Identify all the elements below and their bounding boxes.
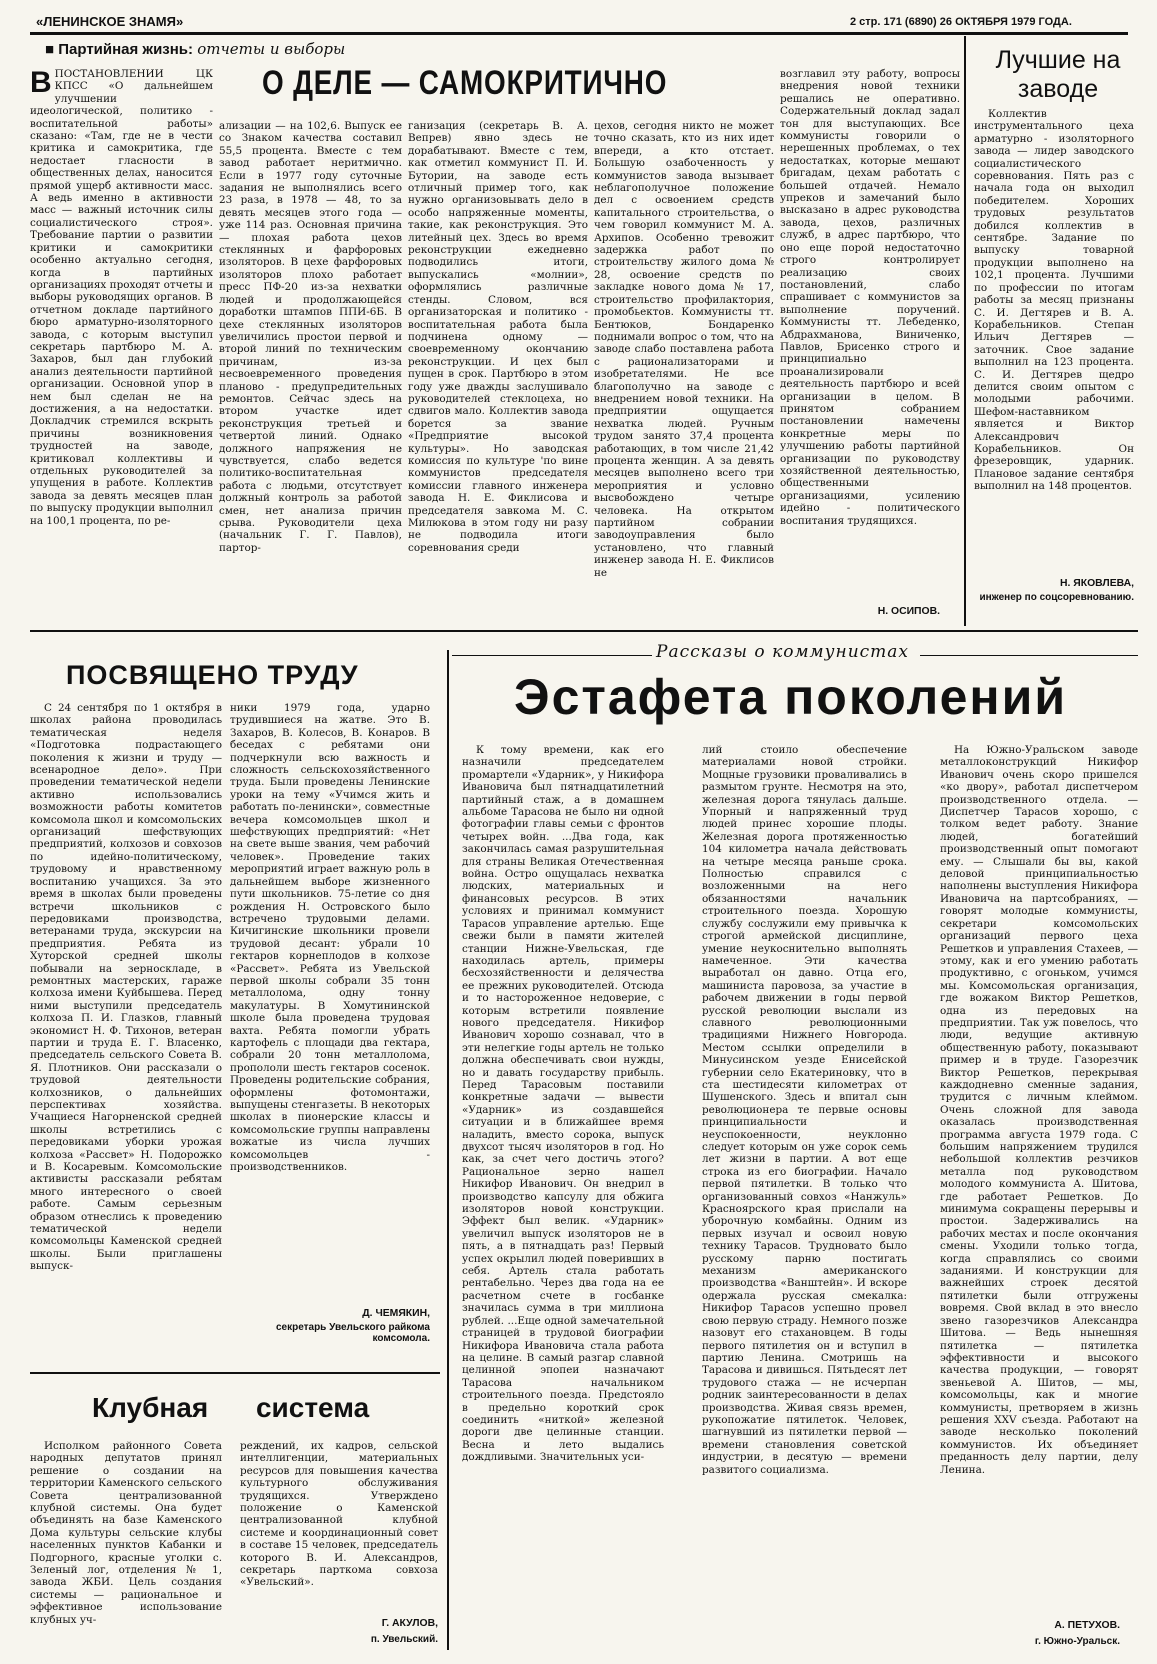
article3-column-2: [230, 702, 430, 1302]
article5-column-1: [462, 744, 664, 1652]
article3-column-1: [30, 702, 222, 1364]
article2-headline: Лучшие на заводе: [995, 46, 1121, 103]
kicker-bullet-icon: ■: [45, 41, 55, 58]
masthead-rule: [30, 32, 1128, 35]
article2-column: [974, 108, 1134, 568]
article3-text-2: ники 1979 года, ударно трудившиеся на жатве. Это В. Захаров, В. Колесов, В. Конаров. В беседах с ребятами они подчеркнули всю важность и сложность сельскохозяйственного труда. Были проведены Ленинские уроки на тему «Учимся жить и работать по-ленински», совместные вечера комсомольцев школ и шефствующих предприятий: «Нет на свете выше звания, чем рабочий человек». Проведение таких мероприятий играет важную роль в дальнейшем выборе жизненного пути школьников. 75-летие со дня рождения Н. Островского было встречено трудовыми делами. Кичигинские школьники провели трудовой десант: убрали 10 гектаров корнеплодов в колхозе «Рассвет». Ребята из Увельской первой школы собрали 35 тонн металлолома, одну тонну макулатуры. В Хомутининской школе была проведена трудовая вахта. Ребята помогли убрать картофель с площади два гектара, собрали 20 тонн металлолома, пропололи шесть гектаров сосенок. Проведены родительские собрания, оформлены фотомонтажи, выпущены стенгазеты. В некоторых школах в пионерские классы и комсомольские группы направлены вожатые из числа лучших комсомольцев - производственников.: [230, 702, 430, 1174]
article3-text-1: С 24 сентября по 1 октября в школах района проводилась тематическая неделя «Подготовка подрастающего поколения к жизни и труду — всенародное дело». При проведении тематической недели активно использовались возможности работы комитетов комсомола школ и комсомольских организаций шефствующих предприятий, колхозов и совхозов по идейно-политическому, трудовому и нравственному воспитанию учащихся. За это время в школах были проведены встречи школьников с передовиками производства, ветеранами труда, экскурсии на предприятия. Ребята из Хуторской средней школы побывали на зерноскладе, в ремонтных мастерских, гараже колхоза имени Куйбышева. Перед ними выступили председатель колхоза П. И. Глазков, главный экономист Н. Ф. Тихонов, ветеран партии и труда Е. Г. Власенко, председатель сельского Совета В. Я. Плотников. Они рассказали о трудовой деятельности колхозников, о дальнейших перспективах хозяйства. Учащиеся Нагорненской средней школы встретились с передовиками уборки урожая колхоза «Рассвет» Н. Подорожко и В. Косаревым. Комсомольские активисты рассказали ребятам много интересного о своей работе. Самым серьезным образом отнеслись к проведению тематической недели комсомольцы Каменской средней школы. Были приглашены выпуск-: [30, 702, 222, 1273]
article1-column-2: [219, 120, 402, 620]
article2-author: Н. ЯКОВЛЕВА,: [1059, 578, 1134, 589]
masthead-issue-line: 2 стр. 171 (6890) 26 ОКТЯБРЯ 1979 ГОДА.: [850, 16, 1072, 28]
article4-column-1: [30, 1440, 222, 1652]
article4-author-role: п. Увельский.: [370, 1634, 438, 1645]
article1-column-1: [30, 68, 213, 620]
article4-text-1: Исполком районного Совета народных депутатов принял решение о создании на территории Каменского сельского Совета централизованной клубной системы. Она будет объединять на базе Каменского Дома культуры сельские клубы населенных пунктов Кабанки и Подгорного, красные уголки с. Зеленый лог, отделения № 1, завода ЖБИ. Цель создания системы — рациональное и эффективное использование клубных уч-: [30, 1440, 222, 1626]
article5-column-3: [940, 744, 1138, 1612]
divider-mid-page: [30, 630, 1138, 632]
article1-headline: О ДЕЛЕ — САМОКРИТИЧНО: [262, 64, 668, 102]
article5-column-2: [702, 744, 907, 1652]
article4-headline: Клубная система: [92, 1392, 370, 1423]
article1-column-4: [594, 120, 774, 620]
article4-text-2: реждений, их кадров, сельской интеллигенции, материальных ресурсов для повышения качества культурного обслуживания трудящихся. Утверждено положение о Каменской централизованной клубной системе и координационный совет в составе 15 человек, председатель которого В. И. Александров, секретарь парткома совхоза «Увельский».: [240, 1440, 438, 1589]
article1-column-3: [408, 120, 588, 620]
divider-club-system: [30, 1372, 440, 1374]
article2-author-role: инженер по соцсоревнованию.: [979, 592, 1134, 603]
kicker-subsection: отчеты и выборы: [197, 40, 346, 58]
article1-text-4: цехов, сегодня никто не может точно сказать, кто из них идет впереди, а кто отстает. Большую озабоченность у коммунистов завода вызывает неблагополучное положение дел с освоением средств капитального строительства, о чем говорил коммунист М. А. Архипов. Особенно тревожит задержка работ по строительству жилого дома № 28, освоение средств по закладке нового дома № 17, строительство профилактория, промобьектов. Коммунисты тт. Бентюков, Бондаренко поднимали вопрос о том, что на заводе слабо поставлена работа с рационализаторами и изобретателями. Не все благополучно на заводе с внедрением новой техники. На предприятии ощущается нехватка людей. Ручным трудом занято 37,4 процента работающих, в том числе 21,42 процента женщин. А за девять месяцев выполнено всего три мероприятия и условно высвобождено четыре человека. На открытом партийном собрании заводоуправления было установлено, что главный инженер завода Н. Е. Фиклисов не: [594, 120, 774, 579]
article2-text: Коллектив инструментального цеха арматурно - изоляторного завода — лидер заводского социалистического соревнования. Пять раз с начала года он выходил победителем. Хороших трудовых результатов добился коллектив в сентябре. Задание по выпуску товарной продукции выполнено на 102,1 процента. Лучшими по профессии по итогам работы за месяц признаны С. И. Дегтярев и В. А. Корабельников. Степан Ильич Дегтярев — заточник. Свое задание выполнил на 123 процента. С. И. Дегтярев щедро делится своим опытом с молодыми рабочими. Шефом-наставником является и Виктор Александрович Корабельников. Он фрезеровщик, ударник. Плановое задание сентября выполнил на 148 процентов.: [974, 108, 1134, 493]
masthead-paper-name: «ЛЕНИНСКОЕ ЗНАМЯ»: [36, 14, 184, 29]
article5-text-2: лий стоило обеспечение материалами новой стройки. Мощные грузовики проваливались в размытом грунте. Несмотря на это, железная дорога тянулась дальше. Упорный и напряженный труд людей принес хорошие плоды. Железная дорога протяженностью 104 километра начала действовать на четыре месяца раньше срока. Полностью справился с возложенными на него обязанностями начальник строительного поезда. Хорошую службу сослужили ему привычка к строгой армейской дисциплине, умение неукоснительно выполнять намеченное. Эти качества выработал он давно. Отца его, машиниста паровоза, за участие в рабочем движении в годы первой русской революции выслали из славного революционными традициями Нижнего Новгорода. Местом ссылки определили в Минусинском уезде Енисейской губернии село Екатериновку, что в ста шестидесяти километрах от Шушенского. Здесь и впитал сын революционера те первые основы принципиальности и неуспокоенности, неуклонно следует которым он уже сорок семь лет жизни в партии. А вот еще строка из его биографии. Начало первой пятилетки. В только что организованный совхоз «Нанжуль» Красноярского края прислали на уборочную комбайны. Одним из первых изучал и освоил новую технику Тарасов. Трудновато было русскому парню постигать механизм американского производства «Ванштейн». И вскоре одержала русская смекалка: Никифор Тарасов успешно провел свою первую страду. Немного позже назовут его стахановцем. В годы первого пятилетия он и вступил в партию Ленина. Смотришь на Тарасова и дивишься. Пятьдесят лет трудового стажа — не исчерпан родник заинтересованности в делах производства. Живая связь времен, рукопожатие пятилеток. Человек, шагнувший из пятилетки первой — времени становления советской индустрии, в десятую — времени развитого социализма.: [702, 744, 907, 1476]
article5-text-3: На Южно-Уральском заводе металлоконструкций Никифор Иванович очень скоро пришелся «ко двору», работал диспетчером производственного отдела. — Диспетчер Тарасов хорошо, с толком ведет работу. Знание людей, богатейший производственный опыт помогают ему. — Слышали бы вы, какой деловой принципиальностью наполнены выступления Никифора Ивановича на партсобраниях, — говорят молодые коммунисты, секретари комсомольских организаций первого цеха Решетков и управления Стахеев, — этому, как и его умению работать продуктивно, с огоньком, учимся мы. Комсомольская организация, где вожаком Виктор Решетков, одна из передовых на предприятии. Так уж повелось, что люди, ведущие активную общественную работу, показывают пример и в труде. Газорезчик Виктор Решетков, перекрывая каждодневно сменные задания, трудится с личным клеймом. Очень сложной для завода оказалась производственная программа августа 1979 года. С большим напряжением трудился небольшой коллектив резчиков металла под руководством молодого коммуниста А. Шитова, где работает Решетков. До минимума сокращены перерывы и простои. Задерживались на рабочих местах и после окончания смены. Уходили только тогда, когда справлялись со своими заданиями. И конструкции для важнейших строек десятой пятилетки были отгружены вовремя. Свой вклад в это внесло звено газорезчиков Александра Шитова. — Ведь нынешняя пятилетка — пятилетка эффективности и высокого качества продукции, — говорят звеньевой А. Шитов, — мы, комсомольцы, как и многие коммунисты, претворяем в жизнь решения XXV съезда. Работают на заводе несколько поколений коммунистов. Их объединяет преданность делу партии, делу Ленина.: [940, 744, 1138, 1476]
article5-headline: Эстафета поколений: [514, 669, 1068, 725]
article1-text-5: возглавил эту работу, вопросы внедрения новой техники решались не оперативно. Содержательный доклад задал тон для выступающих. Все коммунисты говорили о нерешенных проблемах, о тех недостатках, которые мешают бригадам, цехам работать с большей отдачей. Немало упреков и замечаний было высказано в адрес руководства завода, цехов, различных служб, в адрес партбюро, что оно еще порой недостаточно строго контролирует реализацию своих постановлений, слабо спрашивает с коммунистов за выполнение поручений. Коммунисты тт. Лебеденко, Абдрахманова, Виниченко, Павлов, Брисенко строго и принципиально проанализировали деятельность партбюро и всей организации в целом. В принятом собранием постановлении намечены конкретные меры по улучшению работы партийной организации по руководству хозяйственной деятельностью, общественными организациями, усилению идейно - политического воспитания трудящихся.: [780, 68, 960, 527]
article3-headline: ПОСВЯЩЕНО ТРУДУ: [66, 660, 359, 690]
kicker-section: Партийная жизнь:: [58, 41, 194, 58]
article1-dropcap: В: [30, 68, 52, 99]
article5-author: А. ПЕТУХОВ.: [1054, 1620, 1120, 1631]
article1-text-2: ализации — на 102,6. Выпуск ее со Знаком качества составил 55,5 процента. Вместе с тем завод работает неритмично. Если в 1977 году суточные задания не выполнялись всего 23 раза, в 1978 — 48, то за девять месяцев этого года — уже 114 раз. Основная причина — плохая работа цехов стеклянных и фарфоровых изоляторов. В цехе фарфоровых изоляторов плохо работает пресс ПФ-20 из-за нехватки людей и продолжающейся доработки штампов ППИ-6Б. В цехе стеклянных изоляторов увеличились простои первой и второй линий по техническим причинам, из-за несвоевременного проведения планово - предупредительных ремонтов. Сейчас здесь на втором участке идет реконструкция третьей и четвертой линий. Однако должного напряжения не чувствуется, слабо ведется политико-воспитательная работа с людьми, отсутствует должный контроль за работой смен, нет анализа причин срыва. Руководители цеха (начальник Г. Г. Павлов), партор-: [219, 120, 402, 554]
article1-text-3: ганизация (секретарь В. А. Вепрев) явно здесь не дорабатывают. Вместе с тем, как отметил коммунист П. И. Бутории, на заводе есть отличный пример того, как нужно организовывать дело в особо напряженные моменты, такие, как реконструкция. Это литейный цех. Здесь во время реконструкции ежедневно подводились итоги, выпускались «молнии», оформлялись различные стенды. Словом, вся организаторская и политико - воспитательная работа была подчинена одному — своевременному окончанию реконструкции. И цех был пущен в срок. Партбюро в этом году уже дважды заслушивало руководителей стеклоцеха, но сдвигов мало. Коллектив завода борется за звание «Предприятие высокой культуры». Но заводская комиссия по культуре 'по вине коммунистов председателя комиссии главного инженера завода Н. Е. Фиклисова и председателя завкома М. С. Милюкова в этом году ни разу не подводила итоги соревнования среди: [408, 120, 588, 554]
divider-left-block: [447, 650, 449, 1650]
article5-author-role: г. Южно-Уральск.: [1034, 1636, 1120, 1647]
article1-author: Н. ОСИПОВ.: [877, 606, 940, 617]
article5-kicker-rule: [452, 655, 652, 656]
article1-kicker: [45, 40, 345, 58]
article5-text-1: К тому времени, как его назначили председателем промартели «Ударник», у Никифора Ивановича был пятнадцатилетний партийный стаж, а в домашнем альбоме Тарасова не было ни одной фотографии главы семьи с фронтов четырех войн. ...Два года, как закончилась самая разрушительная для страны Великая Отечественная война. Остро ощущалась нехватка людских, материальных и финансовых ресурсов. В этих условиях и принимал коммунист Тарасов управление артелью. Еще свежи были в памяти жителей станции Нижне-Увельская, где находилась артель, примеры бесхозяйственности и делячества ее прежних руководителей. Отсюда и то настороженное недоверие, с которым встретили появление нового председателя. Никифор Иванович хорошо сознавал, что в эти нелегкие годы артель не только должна обеспечивать свои нужды, но и давать государству прибыль. Перед Тарасовым поставили конкретные задачи — вывести «Ударник» из создавшейся ситуации и в ближайшее время наладить, вместо сорока, выпуск двухсот тысяч изоляторов в год. Но как, за счет чего достичь этого? Рациональное зерно нашел Никифор Иванович. Он внедрил в производство капсулу для обжига изоляторов новой конструкции. Эффект был велик. «Ударник» увеличил выпуск изоляторов не в пять, а в пятнадцать раз! Первый успех окрылил людей поверивших в себя. Артель стала работать рентабельно. Через два года на ее расчетном счете в госбанке значилась сумма в три миллиона рублей. ...Еще одной замечательной страницей в трудовой биографии Никифора Ивановича стала работа на целине. В самый разгар славной целинной эпопеи назначают Тарасова начальником строительного поезда. Предстояло в предельно короткий срок соединить «ниткой» железной дороги две целинные станции. Весна и лето выдались дождливыми. Значительных уси-: [462, 744, 664, 1464]
article5-kicker-rule-right: [920, 655, 1138, 656]
divider-right-column: [964, 36, 966, 626]
article4-author: Г. АКУЛОВ,: [381, 1618, 438, 1629]
article3-author-role: секретарь Увельского райкома комсомола.: [275, 1322, 430, 1344]
article1-column-5: [780, 68, 960, 604]
article5-kicker: Рассказы о коммунистах: [656, 642, 910, 662]
article3-author: Д. ЧЕМЯКИН,: [362, 1308, 430, 1319]
article1-text-1: ПОСТАНОВЛЕНИИ ЦК КПСС «О дальнейшем улучшении идеологической, политико - воспитательной работы» сказано: «Там, где не в чести критика и самокритика, где недостает гласности в общественных делах, наносится прямой ущерб активности масс. А ведь именно в активности масс — важный источник силы социалистического строя». Требование партии о развитии критики и самокритики особенно актуально сегодня, когда в партийных организациях проходят отчеты и выборы руководящих органов. В отчетном докладе партийного бюро арматурно-изоляторного завода, с которым выступил секретарь партбюро М. А. Захаров, был дан глубокий анализ деятельности партийной организации. Основной упор в нем был сделан не на достижения, а на недостатки. Докладчик стремился вскрыть причины возникновения трудностей на заводе, критиковал коллективы и отдельных руководителей за упущения в работе. Коллектив завода за девять месяцев план по выпуску продукции выполнил на 100,1 процента, по ре-: [30, 68, 213, 527]
article4-column-2: [240, 1440, 438, 1608]
